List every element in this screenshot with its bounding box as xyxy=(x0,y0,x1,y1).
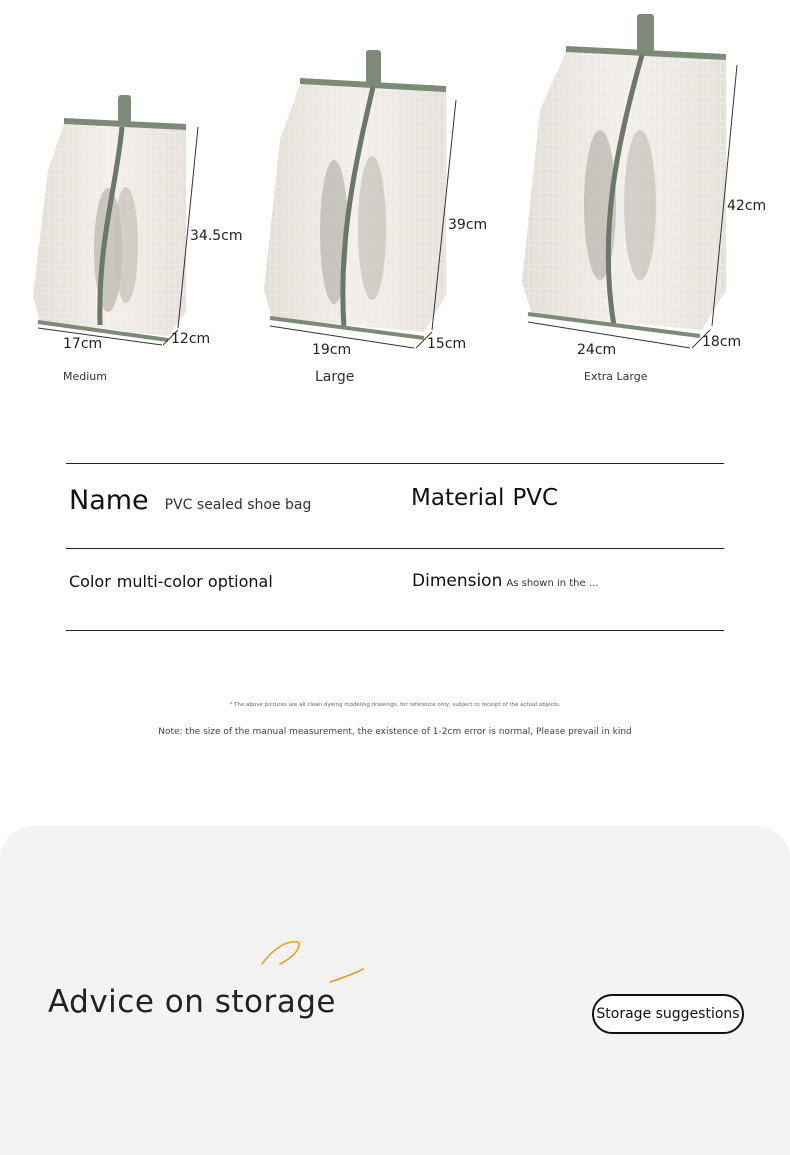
medium-depth-label: 12cm xyxy=(171,331,211,347)
extra-large-depth-label: 18cm xyxy=(702,334,742,350)
spec-color-key: Color xyxy=(69,572,111,591)
advice-title: Advice on storage xyxy=(48,984,336,1020)
extra-large-size-label: Extra Large xyxy=(584,370,648,383)
spec-material-value: PVC xyxy=(512,485,559,511)
extra-large-width-label: 24cm xyxy=(577,342,617,358)
large-bag-drawing xyxy=(264,50,456,348)
spec-name-value: PVC sealed shoe bag xyxy=(164,497,312,513)
medium-size-label: Medium xyxy=(63,370,107,383)
spec-dimension-row xyxy=(412,571,598,591)
decorative-swoosh-icon xyxy=(250,934,370,984)
spec-color-row xyxy=(69,572,273,591)
spec-material-key: Material xyxy=(411,485,505,511)
product-spec-table xyxy=(66,463,724,631)
spec-dimension-key: Dimension xyxy=(412,571,503,591)
large-size-label: Large xyxy=(315,369,355,385)
large-depth-label: 15cm xyxy=(427,336,467,352)
table-rule-middle xyxy=(66,548,724,549)
medium-bag-drawing xyxy=(33,95,198,345)
medium-width-label: 17cm xyxy=(63,336,103,352)
bag-size-illustrations xyxy=(0,0,790,400)
extra-large-height-label: 42cm xyxy=(727,198,767,214)
large-width-label: 19cm xyxy=(312,342,352,358)
disclaimer-note: * The above pictures are all clean dyeing modeling drawings, for reference only, subject to receipt of the actual objects. xyxy=(229,702,561,708)
spec-name-row xyxy=(69,485,311,516)
spec-dimension-value: As shown in the ... xyxy=(506,578,599,589)
measurement-note: Note: the size of the manual measurement, the existence of 1-2cm error is normal, Please prevail in kind xyxy=(158,727,632,737)
extra-large-bag-drawing xyxy=(522,14,737,348)
spec-color-value: multi-color optional xyxy=(116,572,273,591)
shoe-bag-drawings xyxy=(0,0,790,400)
table-rule-bottom xyxy=(66,630,724,631)
large-height-label: 39cm xyxy=(448,217,488,233)
medium-height-label: 34.5cm xyxy=(190,228,243,244)
table-rule-top xyxy=(66,463,724,464)
spec-material-row xyxy=(411,485,558,511)
storage-suggestions-button[interactable]: Storage suggestions xyxy=(592,994,744,1034)
storage-advice-panel xyxy=(0,826,790,1155)
spec-name-key: Name xyxy=(69,485,149,516)
